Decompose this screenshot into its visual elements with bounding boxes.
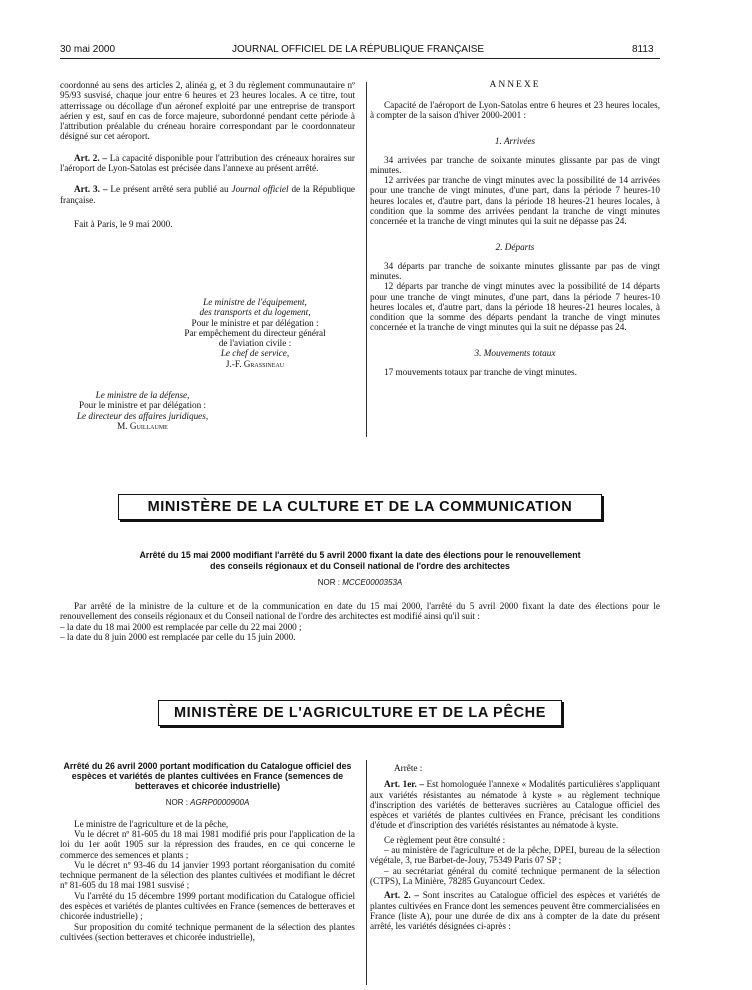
culture-arrete-line2: des conseils régionaux et du Conseil national de l'ordre des architectes [210,560,510,571]
annexe-title: ANNEXE [489,80,541,90]
culture-body [60,601,660,642]
column-divider-bottom [366,760,367,985]
article-1-continuation: coordonné au sens des articles 2, alinéa g, et 3 du règlement communautaire nº 95/93 susvisé, chaque jour entre 6 heures et 23 heures locales. A ce titre, tout atterrissage ou décollage d'un aéronef exploité par une entreprise de transport aérien y est, sauf en cas de force majeure, subordonné pendant cette période à l'attribution préalable du créneau horaire correspondant par le coordonnateur désigné sur cet aéroport. [60,80,355,142]
culture-arrete-line1: Arrêté du 15 mai 2000 modifiant l'arrêté du 5 avril 2000 fixant la date des élections pour le renouvellement [139,550,581,560]
ministere-culture-box: MINISTÈRE DE LA CULTURE ET DE LA COMMUNICATION [118,494,602,520]
page-number: 8113 [632,44,654,55]
consultation-2: – au secrétariat général du comité technique permanent de la sélection (CTPS), La Minière, 78285 Guyancourt Cedex. [370,865,660,886]
agri-art2-label: Art. 2. – [384,890,419,901]
journal-title: JOURNAL OFFICIEL DE LA RÉPUBLIQUE FRANÇAISE [232,44,485,55]
page-date: 30 mai 2000 [60,44,116,55]
vu-decret-93-46: Vu le décret nº 93-46 du 14 janvier 1993 portant réorganisation du comité technique permanent de la sélection des plantes cultivées et modifiant le décret nº 81-605 du 18 mai 1981 susvisé ; [60,859,355,891]
article-2-text: La capacité disponible pour l'attribution des créneaux horaires sur l'aéroport de Lyon-Satolas est précisée dans l'annexe au présent arrêté. [60,152,355,174]
consultation-1: – au ministère de l'agriculture et de la pêche, DPEI, bureau de la sélection végétale, 3, rue Barbet-de-Jouy, 75349 Paris 07 SP ; [370,845,660,866]
agriculture-intro: Le ministre de l'agriculture et de la pêche, [74,818,229,829]
vu-arrete-1999: Vu l'arrêté du 15 décembre 1999 portant modification du Catalogue officiel des espèces et variétés de plantes cultivées en France (semences de betteraves et chicorée industrielle) ; [60,890,355,922]
sig1-line2: des transports et du logement, [199,307,311,318]
culture-nor-value: MCCE0000353A [342,578,403,587]
agriculture-left-column [60,761,355,942]
arrivees-p1: 34 arrivées par tranche de soixante minutes glissante par pas de vingt minutes. [370,154,660,175]
ministere-agriculture-box: MINISTÈRE DE L'AGRICULTURE ET DE LA PÊCHE [158,700,562,726]
left-column [60,80,355,229]
article-3-journal: Journal officiel [231,184,289,195]
consultation-intro: Ce règlement peut être consulté : [384,834,506,845]
mouvements-p1: 17 mouvements totaux par tranche de vingt minutes. [384,366,577,377]
culture-nor [60,578,660,587]
culture-nor-label: NOR : [317,578,343,587]
article-2-label: Art. 2. – [74,152,107,163]
header-rule [60,58,660,59]
culture-body-text: Par arrêté de la ministre de la culture et de la communication en date du 15 mai 2000, l'arrêté du 5 avril 2000 fixant la date des élections pour le renouvellement des conseils régionaux et du Conseil national de l'ordre des architectes est modifié ainsi qu'il suit : [60,601,660,622]
signature-defense [60,390,225,431]
annexe-intro: Capacité de l'aéroport de Lyon-Satolas entre 6 heures et 23 heures locales, à compter de la saison d'hiver 2000-2001 : [370,100,660,121]
arrivees-title: 1. Arrivées [494,135,536,146]
agriculture-nor [60,798,355,807]
article-2 [60,153,355,174]
fait-a-paris: Fait à Paris, le 9 mai 2000. [74,218,173,229]
agriculture-article-2 [370,890,660,931]
agri-art1-label: Art. 1er. – [384,779,424,790]
arrete-word: Arrête : [394,763,423,773]
column-divider-top [366,82,367,437]
sig1-line3: Pour le ministre et par délégation : [191,317,319,328]
article-3 [60,184,355,205]
signature-equipement [175,297,335,369]
agriculture-nor-value: AGRP0000900A [190,797,250,807]
agri-art2-text: Sont inscrites au Catalogue officiel des espèces et variétés de plantes cultivées en France dont les semences peuvent être commercialisées en France (liste A), pour une durée de dix ans à compter de la date du présent arrêté, les variétés désignées ci-après : [370,890,660,932]
sig1-line1: Le ministre de l'équipement, [203,297,307,307]
culture-arrete-title [60,550,660,571]
culture-item-1: – la date du 18 mai 2000 est remplacée par celle du 22 mai 2000 ; [60,621,302,632]
mouvements-title: 3. Mouvements totaux [474,347,556,358]
agri-art1-text: Est homologuée l'annexe « Modalités particulières s'appliquant aux variétés résistantes au nématode à kyste » au règlement technique d'inscription des variétés de betteraves sucrières au Catalogue officiel des espèces et variétés de plantes cultivées en France, précisant les conditions d'étude et d'inscription des variétés résistantes au nématode à kyste. [370,779,660,831]
agriculture-right-column [370,763,660,931]
sig1-line6: Le chef de service, [220,348,290,359]
vu-decret-81-605: Vu le décret nº 81-605 du 18 mai 1981 modifié pris pour l'application de la loi du 1er août 1905 sur la répression des fraudes, en ce qui concerne le commerce des semences et plants ; [60,828,355,860]
sur-proposition: Sur proposition du comité technique permanent de la sélection des plantes cultivées (section betteraves et chicorée industrielle), [60,921,355,942]
arrivees-p2: 12 arrivées par tranche de vingt minutes avec la possibilité de 14 arrivées pour une tranche de vingt minutes, d'une part, dans la période 7 heures-10 heures locales et, d'autre part, dans la période 18 heures-21 heures locales, à condition que la somme des arrivées pendant la tranche de vingt minutes concernée et la tranche de vingt minutes qui la suit ne dépasse pas 24. [370,175,660,227]
agriculture-article-1 [370,779,660,830]
agriculture-arrete-title: Arrêté du 26 avril 2000 portant modification du Catalogue officiel des espèces et variétés de plantes cultivées en France (semences de betteraves et chicorée industrielle) [63,761,352,792]
departs-p1: 34 départs par tranche de soixante minutes glissante par pas de vingt minutes. [370,260,660,281]
culture-item-2: – la date du 8 juin 2000 est remplacée par celle du 15 juin 2000. [60,631,296,642]
sig1-line4: Par empêchement du directeur général [184,327,326,338]
departs-p2: 12 départs par tranche de vingt minutes avec la possibilité de 14 départs pour une tranche de vingt minutes, d'une part, dans la période 7 heures-10 heures locales et, d'autre part, dans la période 18 heures-21 heures locales, à condition que la somme des départs pendant la tranche de vingt minutes concernée et la tranche de vingt minutes qui la suit ne dépasse pas 24. [370,281,660,333]
article-3-text-a: Le présent arrêté sera publié au [107,184,232,195]
article-3-label: Art. 3. – [74,184,108,195]
sig1-line5: de l'aviation civile : [218,338,292,349]
sig2-line2: Pour le ministre et par délégation : [78,400,207,411]
sig2-line3: Le directeur des affaires juridiques, [76,410,209,421]
sig2-line1: Le ministre de la défense, [95,390,190,400]
sig1-line7: J.-F. Grassineau [225,358,285,369]
sig2-line4: M. Guillaume [117,420,168,431]
agriculture-nor-label: NOR : [165,797,191,807]
article-3-text-b: de la République française. [60,184,355,205]
annexe-column [370,80,660,377]
departs-title: 2. Départs [495,241,535,252]
